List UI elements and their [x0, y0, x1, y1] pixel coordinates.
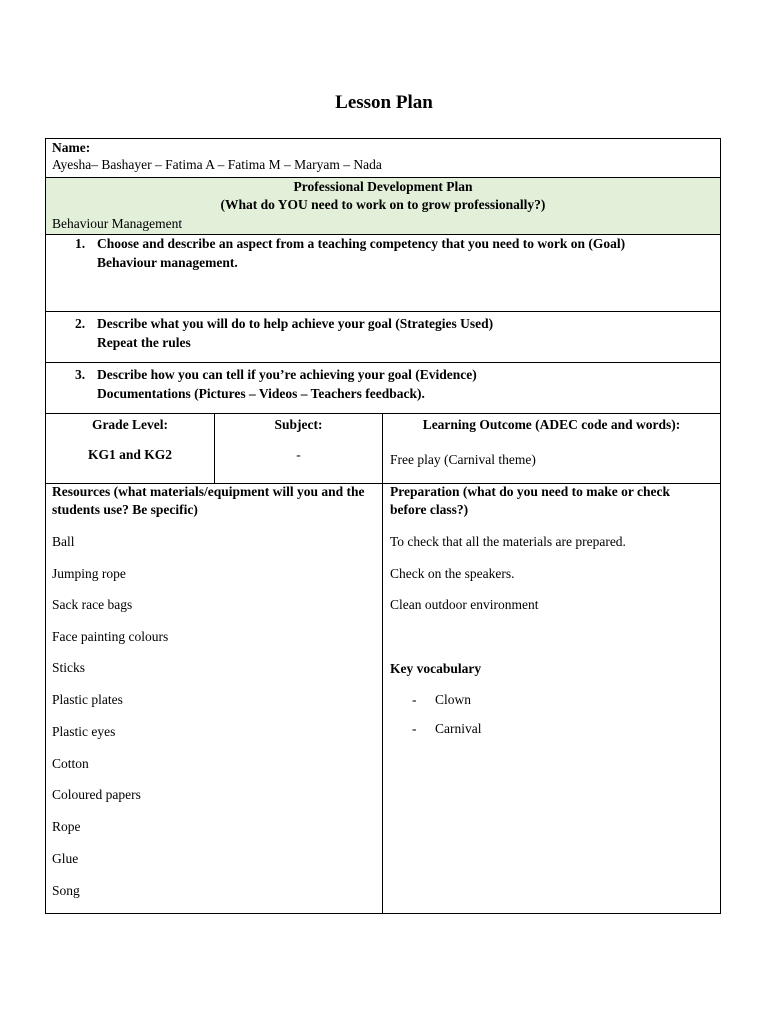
vocabulary-item: Carnival [435, 721, 482, 736]
pdp-heading: Professional Development Plan [293, 179, 473, 194]
resource-item: Face painting colours [52, 629, 169, 644]
subject-label: Subject: [274, 417, 323, 432]
preparation-item: Clean outdoor environment [390, 597, 539, 612]
page-title: Lesson Plan [335, 92, 433, 113]
strategies-answer: Repeat the rules [97, 335, 191, 350]
goal-row [46, 235, 720, 312]
goal-number: 1. [75, 236, 86, 251]
evidence-row [46, 363, 720, 414]
grade-label: Grade Level: [91, 417, 169, 432]
pdp-row [46, 178, 720, 235]
outcome-value: Free play (Carnival theme) [390, 452, 536, 467]
resource-item: Song [52, 883, 80, 898]
evidence-answer: Documentations (Pictures – Videos – Teachers feedback). [97, 386, 425, 401]
goal-question: Choose and describe an aspect from a teaching competency that you need to work on (Goal) [97, 236, 626, 251]
name-label: Name: [52, 140, 91, 155]
pdp-subheading: (What do YOU need to work on to grow professionally?) [220, 197, 546, 212]
resource-item: Plastic eyes [52, 724, 116, 739]
evidence-number: 3. [75, 367, 86, 382]
name-value: Ayesha– Bashayer – Fatima A – Fatima M – Maryam – Nada [52, 157, 382, 172]
resource-item: Ball [52, 534, 75, 549]
goal-answer: Behaviour management. [97, 255, 238, 270]
resources-heading-2: students use? Be specific) [52, 502, 198, 517]
name-row [46, 139, 720, 178]
resources-divider [382, 484, 383, 914]
strategies-row [46, 312, 720, 363]
resource-item: Glue [52, 851, 79, 866]
strategies-number: 2. [75, 316, 86, 331]
lesson-plan-table [45, 138, 721, 914]
vocabulary-heading: Key vocabulary [390, 661, 482, 676]
resource-item: Plastic plates [52, 692, 123, 707]
pdp-focus: Behaviour Management [52, 216, 183, 231]
preparation-item: Check on the speakers. [390, 566, 515, 581]
resource-item: Jumping rope [52, 566, 126, 581]
grade-divider-2 [382, 414, 383, 484]
outcome-label: Learning Outcome (ADEC code and words): [422, 417, 681, 432]
resource-item: Coloured papers [52, 787, 141, 802]
grade-divider-1 [214, 414, 215, 484]
preparation-heading-2: before class?) [390, 502, 469, 517]
vocabulary-bullet: - [412, 721, 417, 736]
grade-value: KG1 and KG2 [87, 447, 173, 462]
resource-item: Sticks [52, 660, 86, 675]
resource-item: Cotton [52, 756, 89, 771]
grade-row [46, 414, 720, 484]
resource-item: Rope [52, 819, 81, 834]
preparation-item: To check that all the materials are prepared. [390, 534, 626, 549]
strategies-question: Describe what you will do to help achieve your goal (Strategies Used) [97, 316, 494, 331]
subject-value: - [296, 447, 301, 462]
vocabulary-bullet: - [412, 692, 417, 707]
preparation-heading: Preparation (what do you need to make or check [390, 484, 670, 499]
vocabulary-item: Clown [435, 692, 472, 707]
resources-heading: Resources (what materials/equipment will you and the [52, 484, 365, 499]
evidence-question: Describe how you can tell if you’re achieving your goal (Evidence) [97, 367, 477, 382]
resource-item: Sack race bags [52, 597, 133, 612]
